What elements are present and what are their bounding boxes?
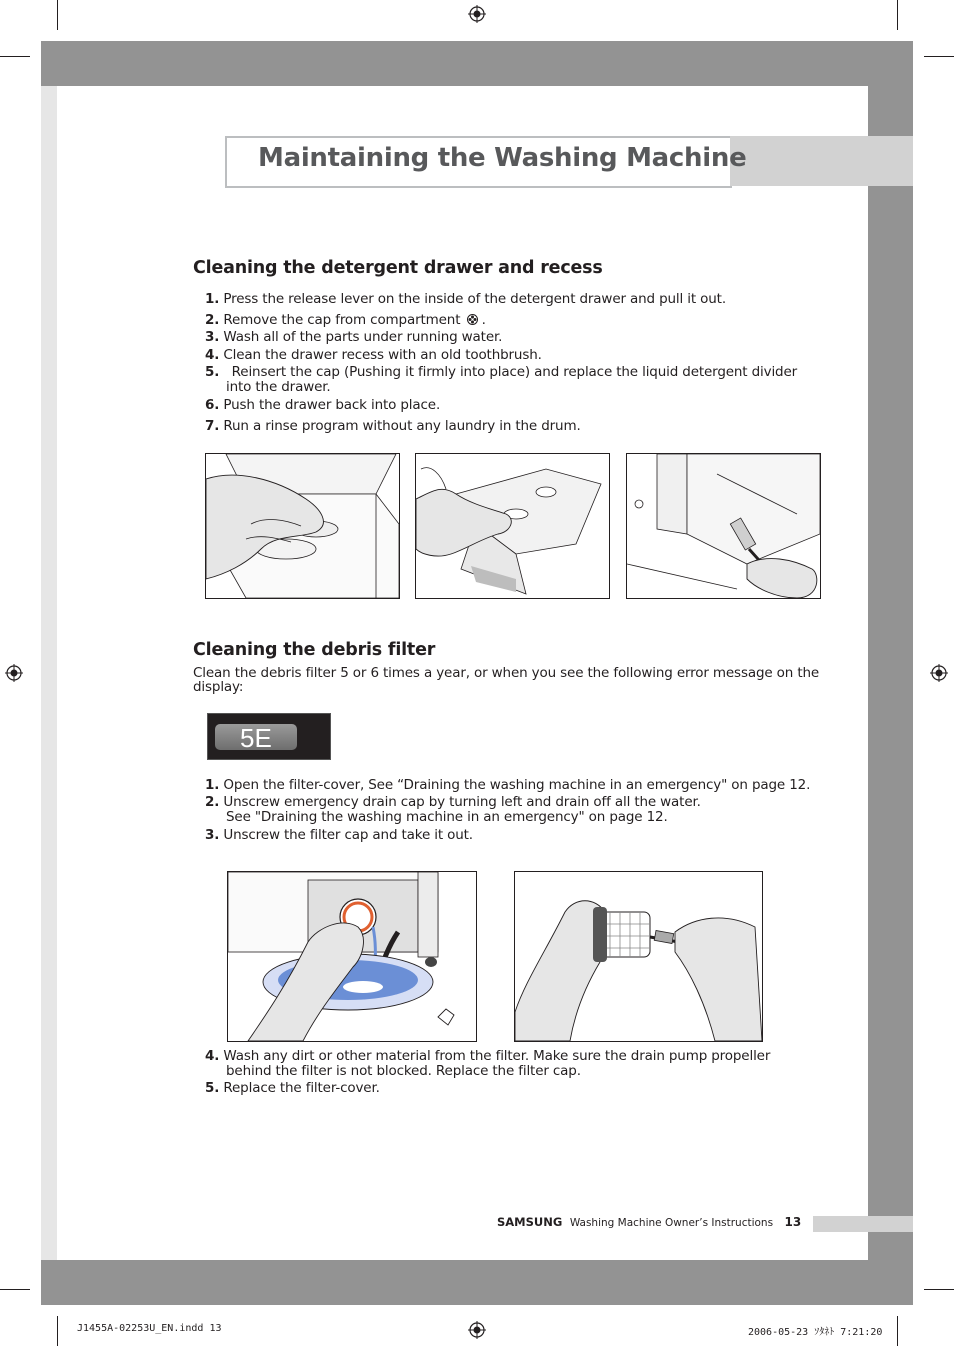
footer-accent-bar	[813, 1216, 913, 1232]
compartment-flower-icon	[467, 314, 478, 325]
registration-mark-icon	[5, 664, 23, 682]
top-gray-band	[41, 41, 913, 86]
registration-mark-icon	[468, 1321, 486, 1339]
crop-mark	[0, 56, 30, 57]
error-display	[207, 713, 331, 760]
illustration-pull-drawer	[205, 453, 400, 599]
crop-mark	[0, 1289, 30, 1290]
page-title: Maintaining the Washing Machine	[258, 143, 747, 173]
illustration-remove-cap	[415, 453, 610, 599]
bottom-gray-band	[41, 1260, 913, 1305]
illustration-drain-water	[227, 871, 477, 1042]
step-item: 4. Wash any dirt or other material from the filter. Make sure the drain pump propeller behind the filter is not blocked. Replace the filter cap.	[205, 1048, 771, 1079]
footer-line	[497, 1215, 801, 1229]
registration-mark-icon	[930, 664, 948, 682]
footer-page-number: 13	[784, 1215, 802, 1229]
step-item: 5. Reinsert the cap (Pushing it firmly into place) and replace the liquid detergent divider into the drawer.	[205, 364, 798, 395]
right-gray-band	[868, 41, 913, 1305]
title-accent-bar	[730, 136, 913, 186]
crop-mark	[57, 0, 58, 30]
crop-mark	[924, 1289, 954, 1290]
step-item: 1. Open the filter-cover, See “Draining the washing machine in an emergency" on page 12.	[205, 777, 811, 793]
step-item: 6. Push the drawer back into place.	[205, 397, 441, 413]
crop-mark	[57, 1316, 58, 1346]
left-strip	[41, 86, 57, 1260]
footer-doc-title: Washing Machine Owner’s Instructions	[569, 1217, 774, 1229]
step-item: 7. Run a rinse program without any laundry in the drum.	[205, 418, 581, 434]
section-heading-drawer: Cleaning the detergent drawer and recess	[193, 258, 603, 278]
step-item: 2. Remove the cap from compartment .	[205, 312, 486, 328]
section-heading-filter: Cleaning the debris filter	[193, 640, 436, 660]
slug-file: J1455A-02253U_EN.indd 13	[77, 1323, 222, 1334]
step-item: 4. Clean the drawer recess with an old toothbrush.	[205, 347, 542, 363]
step-item: 3. Unscrew the filter cap and take it out.	[205, 827, 473, 843]
slug-timestamp: 2006-05-23 ｿﾀﾈﾄ 7:21:20	[748, 1327, 883, 1338]
error-code-panel	[215, 723, 297, 753]
crop-mark	[924, 56, 954, 57]
crop-mark	[897, 0, 898, 30]
step-item: 1. Press the release lever on the inside of the detergent drawer and pull it out.	[205, 291, 726, 307]
step-item: 5. Replace the filter-cover.	[205, 1080, 380, 1096]
illustration-toothbrush-recess	[626, 453, 821, 599]
illustration-filter-removal	[514, 871, 763, 1042]
step-item: 3. Wash all of the parts under running water.	[205, 329, 503, 345]
footer-brand: SAMSUNG	[497, 1215, 563, 1229]
filter-intro: Clean the debris filter 5 or 6 times a year, or when you see the following error message on the display:	[193, 665, 820, 695]
step-item: 2. Unscrew emergency drain cap by turning left and drain off all the water. See "Draining the washing machine in an emergency" on page 12.	[205, 794, 701, 825]
registration-mark-icon	[468, 5, 486, 23]
crop-mark	[897, 1316, 898, 1346]
error-code-text: 5E	[240, 723, 272, 753]
